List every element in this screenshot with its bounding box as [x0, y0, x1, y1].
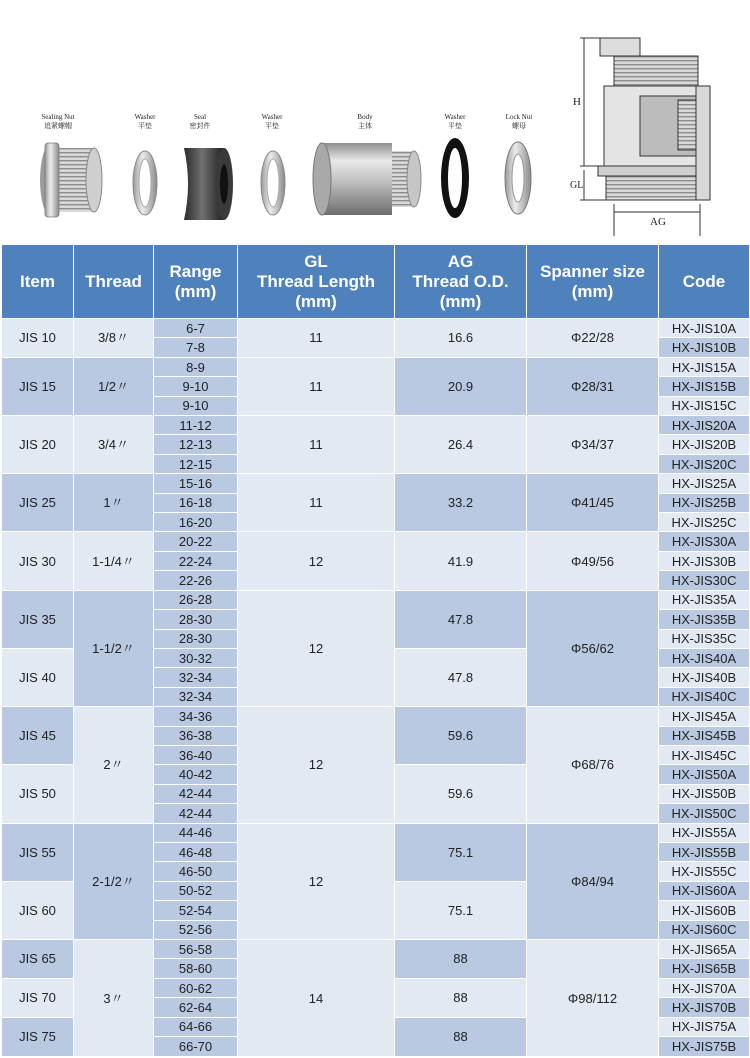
code-cell: HX-JIS60C: [659, 920, 750, 939]
range-cell: 16-20: [154, 513, 238, 532]
header-gl: GL Thread Length (mm): [238, 245, 395, 319]
code-cell: HX-JIS25A: [659, 474, 750, 493]
code-cell: HX-JIS70A: [659, 978, 750, 997]
gl-cell: 12: [238, 532, 395, 590]
item-cell: JIS 20: [2, 416, 74, 474]
item-cell: JIS 30: [2, 532, 74, 590]
code-cell: HX-JIS60B: [659, 901, 750, 920]
section-drawing: [580, 38, 710, 236]
code-cell: HX-JIS35C: [659, 629, 750, 648]
item-cell: JIS 10: [2, 319, 74, 358]
range-cell: 12-15: [154, 454, 238, 473]
item-cell: JIS 75: [2, 1017, 74, 1056]
range-cell: 62-64: [154, 998, 238, 1017]
range-cell: 66-70: [154, 1037, 238, 1057]
ag-cell: 33.2: [395, 474, 527, 532]
spanner-cell: Φ34/37: [527, 416, 659, 474]
black-washer-icon: [441, 138, 469, 218]
dimension-h-label: H: [573, 96, 581, 108]
table-header-row: [2, 245, 750, 319]
range-cell: 22-24: [154, 551, 238, 570]
gl-cell: 11: [238, 357, 395, 415]
item-cell: JIS 15: [2, 357, 74, 415]
code-cell: HX-JIS40C: [659, 687, 750, 706]
header-spanner: Spanner size (mm): [527, 245, 659, 319]
thread-cell: 2-1/2〃: [74, 823, 154, 939]
range-cell: 46-48: [154, 842, 238, 861]
ag-cell: 88: [395, 1017, 527, 1056]
range-cell: 11-12: [154, 416, 238, 435]
ag-cell: 47.8: [395, 590, 527, 648]
range-cell: 52-54: [154, 901, 238, 920]
code-cell: HX-JIS65A: [659, 940, 750, 959]
code-cell: HX-JIS20A: [659, 416, 750, 435]
range-cell: 56-58: [154, 940, 238, 959]
range-cell: 32-34: [154, 668, 238, 687]
body-icon: [313, 143, 421, 215]
dimension-gl-label: GL: [570, 180, 584, 191]
code-cell: HX-JIS10A: [659, 319, 750, 338]
code-cell: HX-JIS40B: [659, 668, 750, 687]
cable-gland-diagram: [0, 0, 750, 244]
gl-cell: 11: [238, 474, 395, 532]
spanner-cell: Φ28/31: [527, 357, 659, 415]
spanner-cell: Φ41/45: [527, 474, 659, 532]
gl-cell: 12: [238, 823, 395, 939]
code-cell: HX-JIS30B: [659, 551, 750, 570]
code-cell: HX-JIS40A: [659, 648, 750, 667]
table-row: [2, 590, 750, 609]
ag-cell: 88: [395, 940, 527, 979]
code-cell: HX-JIS70B: [659, 998, 750, 1017]
range-cell: 22-26: [154, 571, 238, 590]
range-cell: 30-32: [154, 648, 238, 667]
table-row: [2, 823, 750, 842]
range-cell: 12-13: [154, 435, 238, 454]
item-cell: JIS 65: [2, 940, 74, 979]
code-cell: HX-JIS55A: [659, 823, 750, 842]
code-cell: HX-JIS15C: [659, 396, 750, 415]
range-cell: 16-18: [154, 493, 238, 512]
code-cell: HX-JIS25C: [659, 513, 750, 532]
spec-table: [1, 244, 750, 1057]
code-cell: HX-JIS20C: [659, 454, 750, 473]
lock-nut-icon: [505, 142, 531, 214]
range-cell: 6-7: [154, 319, 238, 338]
thread-cell: 1-1/2〃: [74, 590, 154, 706]
ag-cell: 59.6: [395, 765, 527, 823]
table-row: [2, 319, 750, 338]
code-cell: HX-JIS55B: [659, 842, 750, 861]
part-label: Washer 平垫: [261, 113, 283, 130]
part-label: Sealing Nut 追紧螺帽: [41, 113, 75, 130]
spanner-cell: Φ68/76: [527, 707, 659, 823]
gl-cell: 14: [238, 940, 395, 1057]
table-row: [2, 940, 750, 959]
thread-cell: 3/4〃: [74, 416, 154, 474]
range-cell: 60-62: [154, 978, 238, 997]
range-cell: 32-34: [154, 687, 238, 706]
ag-cell: 26.4: [395, 416, 527, 474]
item-cell: JIS 40: [2, 648, 74, 706]
range-cell: 9-10: [154, 396, 238, 415]
range-cell: 46-50: [154, 862, 238, 881]
range-cell: 8-9: [154, 357, 238, 376]
code-cell: HX-JIS60A: [659, 881, 750, 900]
table-row: [2, 357, 750, 376]
gl-cell: 11: [238, 319, 395, 358]
thread-cell: 1〃: [74, 474, 154, 532]
header-thread: Thread: [74, 245, 154, 319]
seal-icon: [184, 148, 233, 220]
ag-cell: 88: [395, 978, 527, 1017]
code-cell: HX-JIS20B: [659, 435, 750, 454]
code-cell: HX-JIS50C: [659, 804, 750, 823]
code-cell: HX-JIS30C: [659, 571, 750, 590]
range-cell: 9-10: [154, 377, 238, 396]
washer-icon: [261, 151, 285, 215]
item-cell: JIS 25: [2, 474, 74, 532]
range-cell: 28-30: [154, 610, 238, 629]
ag-cell: 16.6: [395, 319, 527, 358]
item-cell: JIS 60: [2, 881, 74, 939]
table-body: [2, 319, 750, 1057]
spanner-cell: Φ98/112: [527, 940, 659, 1057]
dimension-ag-label: AG: [650, 216, 666, 228]
range-cell: 36-40: [154, 745, 238, 764]
thread-cell: 3/8〃: [74, 319, 154, 358]
ag-cell: 20.9: [395, 357, 527, 415]
range-cell: 40-42: [154, 765, 238, 784]
washer-icon: [133, 151, 157, 215]
header-item: Item: [2, 245, 74, 319]
code-cell: HX-JIS30A: [659, 532, 750, 551]
gl-cell: 11: [238, 416, 395, 474]
thread-cell: 2〃: [74, 707, 154, 823]
gl-cell: 12: [238, 707, 395, 823]
spanner-cell: Φ49/56: [527, 532, 659, 590]
range-cell: 34-36: [154, 707, 238, 726]
range-cell: 58-60: [154, 959, 238, 978]
range-cell: 42-44: [154, 804, 238, 823]
range-cell: 26-28: [154, 590, 238, 609]
code-cell: HX-JIS75B: [659, 1037, 750, 1057]
gl-cell: 12: [238, 590, 395, 706]
table-row: [2, 707, 750, 726]
ag-cell: 47.8: [395, 648, 527, 706]
part-label: Washer 平垫: [444, 113, 466, 130]
part-label: Lock Nut 螺母: [505, 113, 533, 130]
ag-cell: 75.1: [395, 823, 527, 881]
spanner-cell: Φ84/94: [527, 823, 659, 939]
item-cell: JIS 35: [2, 590, 74, 648]
range-cell: 42-44: [154, 784, 238, 803]
range-cell: 36-38: [154, 726, 238, 745]
spanner-cell: Φ22/28: [527, 319, 659, 358]
part-label: Body 主体: [357, 113, 373, 130]
table-row: [2, 474, 750, 493]
range-cell: 28-30: [154, 629, 238, 648]
range-cell: 20-22: [154, 532, 238, 551]
item-cell: JIS 70: [2, 978, 74, 1017]
table-row: [2, 532, 750, 551]
code-cell: HX-JIS50A: [659, 765, 750, 784]
item-cell: JIS 55: [2, 823, 74, 881]
code-cell: HX-JIS10B: [659, 338, 750, 357]
code-cell: HX-JIS25B: [659, 493, 750, 512]
ag-cell: 75.1: [395, 881, 527, 939]
thread-cell: 1-1/4〃: [74, 532, 154, 590]
thread-cell: 1/2〃: [74, 357, 154, 415]
header-ag: AG Thread O.D. (mm): [395, 245, 527, 319]
range-cell: 7-8: [154, 338, 238, 357]
range-cell: 50-52: [154, 881, 238, 900]
spanner-cell: Φ56/62: [527, 590, 659, 706]
code-cell: HX-JIS45B: [659, 726, 750, 745]
ag-cell: 59.6: [395, 707, 527, 765]
code-cell: HX-JIS35A: [659, 590, 750, 609]
code-cell: HX-JIS45A: [659, 707, 750, 726]
thread-cell: 3〃: [74, 940, 154, 1057]
range-cell: 52-56: [154, 920, 238, 939]
item-cell: JIS 50: [2, 765, 74, 823]
code-cell: HX-JIS55C: [659, 862, 750, 881]
part-label: Washer 平垫: [134, 113, 156, 130]
range-cell: 15-16: [154, 474, 238, 493]
item-cell: JIS 45: [2, 707, 74, 765]
code-cell: HX-JIS35B: [659, 610, 750, 629]
header-code: Code: [659, 245, 750, 319]
code-cell: HX-JIS65B: [659, 959, 750, 978]
code-cell: HX-JIS15A: [659, 357, 750, 376]
code-cell: HX-JIS50B: [659, 784, 750, 803]
table-row: [2, 416, 750, 435]
part-label: Seal 密封件: [189, 113, 211, 130]
range-cell: 44-46: [154, 823, 238, 842]
ag-cell: 41.9: [395, 532, 527, 590]
header-range: Range (mm): [154, 245, 238, 319]
code-cell: HX-JIS75A: [659, 1017, 750, 1036]
sealing-nut-icon: [40, 143, 102, 217]
range-cell: 64-66: [154, 1017, 238, 1036]
code-cell: HX-JIS45C: [659, 745, 750, 764]
code-cell: HX-JIS15B: [659, 377, 750, 396]
